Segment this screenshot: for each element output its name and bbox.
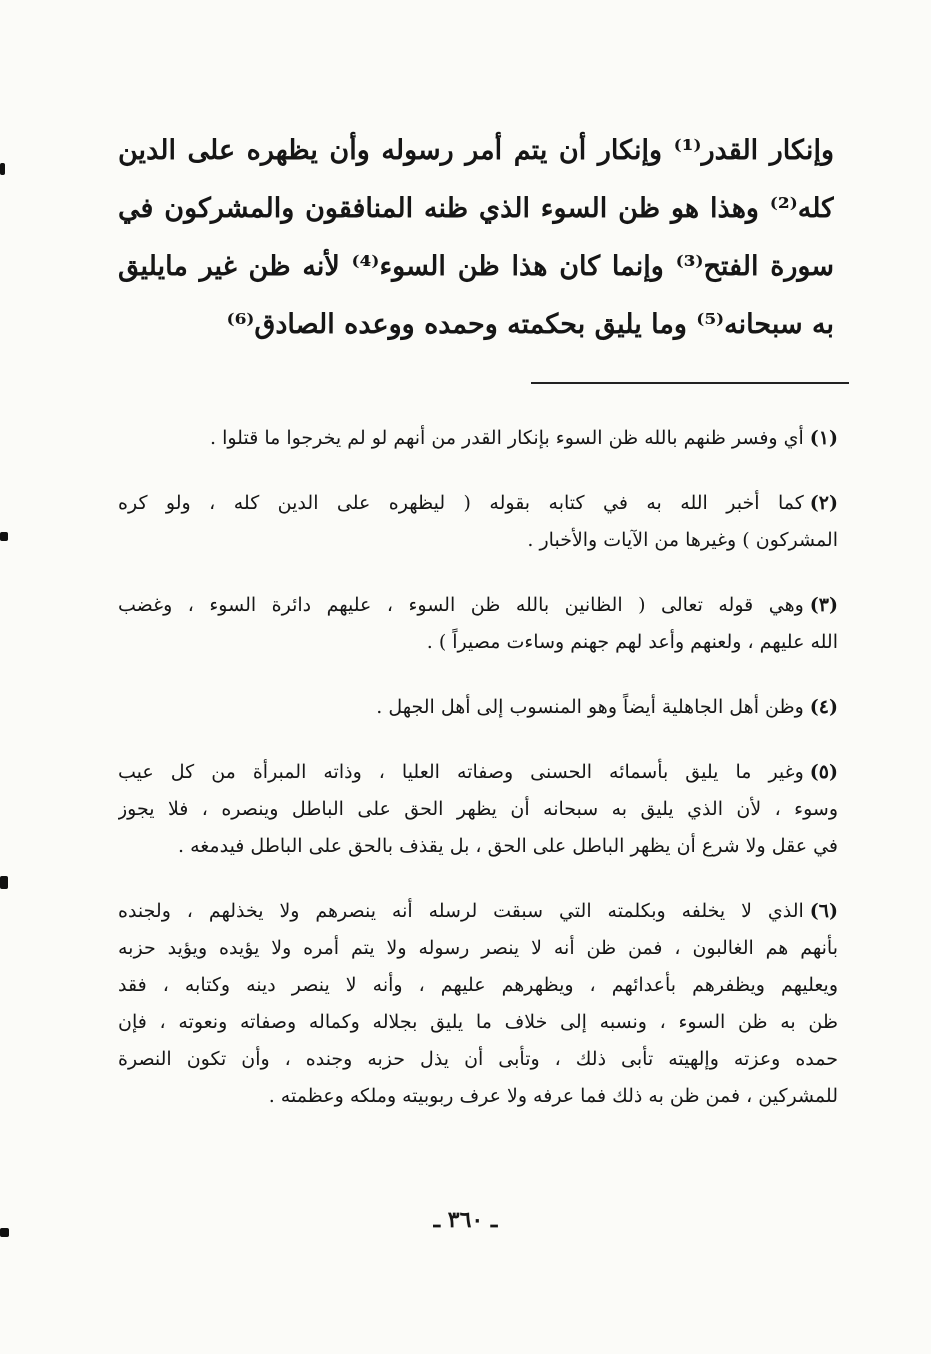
footnote-3 <box>118 587 838 661</box>
scan-edge-mark <box>0 1228 9 1237</box>
footnote-number: (٥) <box>809 761 838 783</box>
footnote-2 <box>118 485 838 559</box>
footnote-text: المشركون ) وغيرها من الآيات والأخبار . <box>527 529 838 551</box>
footnote-text: أي وفسر ظنهم بالله ظن السوء بإنكار القدر من أنهم لو لم يخرجوا ما قتلوا . <box>210 427 804 449</box>
page-number: ـ ٣٦٠ ـ <box>433 1207 498 1233</box>
footnote-number: (٣) <box>809 594 838 616</box>
footnote-1 <box>118 420 838 457</box>
footnote-text: وهي قوله تعالى ( الظانين بالله ظن السوء ، عليهم دائرة السوء ، وغضب <box>118 594 804 616</box>
footnote-6 <box>118 893 838 1115</box>
scan-edge-mark <box>0 163 5 175</box>
footnote-4 <box>118 689 838 726</box>
footnote-text: وغير ما يليق بأسمائه الحسنى وصفاته العليا ، وذاته المبرأة من كل عيب <box>118 761 804 783</box>
footnote-number: (١) <box>809 427 838 449</box>
footnote-5 <box>118 754 838 865</box>
main-line: كله⁽²⁾ وهذا هو ظن السوء الذي ظنه المنافقون والمشركون في <box>118 193 834 224</box>
footnote-number: (٦) <box>809 900 838 922</box>
footnote-text: في عقل ولا شرع أن يظهر الباطل على الحق ، بل يقذف بالحق على الباطل فيدمغه . <box>177 835 838 857</box>
footnote-text: للمشركين ، فمن ظن به ذلك فما عرفه ولا عرف ربوبيته وملكه وعظمته . <box>268 1085 838 1107</box>
main-line: سورة الفتح⁽³⁾ وإنما كان هذا ظن السوء⁽⁴⁾ لأنه ظن غير مايليق <box>118 251 834 282</box>
scan-edge-mark <box>0 532 8 541</box>
footnote-text: الله عليهم ، ولعنهم وأعد لهم جهنم وساءت مصيراً ) . <box>426 631 838 653</box>
footnote-text: كما أخبر الله به في كتابه بقوله ( ليظهره على الدين كله ، ولو كره <box>118 492 804 514</box>
footnote-number: (٤) <box>809 696 838 718</box>
main-line: وإنكار القدر⁽¹⁾ وإنكار أن يتم أمر رسوله وأن يظهره على الدين <box>118 135 834 166</box>
scan-edge-mark <box>0 876 8 889</box>
main-line: به سبحانه⁽⁵⁾ وما يليق بحكمته وحمده ووعده الصادق⁽⁶⁾ <box>226 309 834 340</box>
footnote-text: وسوء ، لأن الذي يليق به سبحانه أن يظهر الحق على الباطل وينصره ، فلا يجوز <box>118 798 838 820</box>
main-paragraph <box>118 122 834 354</box>
footnote-number: (٢) <box>809 492 838 514</box>
footnotes <box>118 420 838 1143</box>
footnote-text: الذي لا يخلفه وبكلمته التي سبقت لرسله أنه ينصرهم ولا يخذلهم ، ولجنده <box>118 900 804 922</box>
footnote-divider <box>531 382 849 384</box>
footnote-text: بأنهم هم الغالبون ، فمن ظن أنه لا ينصر رسوله ولا يتم أمره ولا يؤيده ويؤيد حزبه <box>118 937 838 959</box>
footnote-text: ظن به ظن السوء ، ونسبه إلى خلاف ما يليق بجلاله وكماله وصفاته ونعوته ، فإن <box>118 1011 838 1033</box>
footnote-text: وظن أهل الجاهلية أيضاً وهو المنسوب إلى أهل الجهل . <box>376 696 804 718</box>
footnote-text: حمده وعزته وإلهيته تأبى ذلك ، وتأبى أن يذل حزبه وجنده ، وأن تكون النصرة <box>118 1048 838 1070</box>
footnote-text: ويعليهم ويظفرهم بأعدائهم ، ويظهرهم عليهم ، وأنه لا ينصر دينه وكتابه ، فقد <box>118 974 838 996</box>
